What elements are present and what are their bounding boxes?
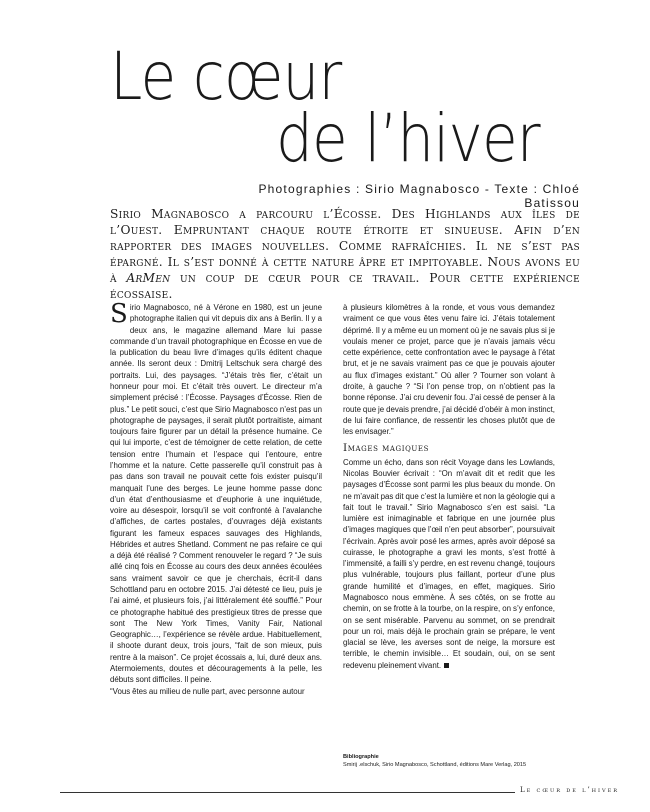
bibliography — [343, 754, 583, 769]
article-column-left — [110, 299, 322, 697]
article-paragraph — [110, 299, 322, 686]
article-paragraph — [343, 457, 555, 671]
bibliography-text: Smirij .elschuk, Sirio Magnabosco, Schottland, éditions Mare Verlag, 2015 — [343, 761, 527, 768]
lead-text-after: un coup de cœur pour ce travail. Pour cette expérience écossaise. — [110, 271, 580, 302]
section-subheading: Images magiques — [343, 442, 430, 455]
footer-rule — [60, 792, 515, 793]
running-footer: Le cœur de l’hiver — [520, 786, 620, 794]
article-paragraph: “Vous êtes au milieu de nulle part, avec personne autour — [110, 686, 305, 696]
lead-paragraph — [110, 206, 580, 303]
drop-cap: S — [110, 299, 128, 329]
title-line-2: de l’hiver — [276, 100, 540, 177]
article-text: Comme un écho, dans son récit Voyage dans les Lowlands, Nicolas Bouvier écrivait : “On m’avait dit et redit que les paysages d’Écosse sont parmi les plus beaux du monde. On ne m’avait pas dit que c’est la lumière et non la géologie qui a fait tout le travail.” Sirio Magnabosco s’en est saisi. “La lumière est inimaginable et fabrique en une journée plus d’images magiques que l’œil n’en peut absorber”, poursuivait l’écrivain. Après avoir posé les armes, après avoir déposé sa cuirasse, le photographe a gravi les monts, s’est frotté à l’immensité, a failli s’y perdre, en est revenu changé, toujours plus vulnérable, toujours plus faillant, porteur d’une plus grande humilité et d’images, en effet, magiques. Sirio Magnabosco nous emmène. À ses côtés, on se frotte au chemin, on se frotte à la tourbe, on la respire, on s’y enfonce, on se sent misérable. Parvenu au sommet, on se prendrait pour un roi, mais déjà le prochain grain se prépare, le vent glacial se lève, les averses sont de neige, la morsure est terrible, le chemin invisible… Et soudain, oui, on se sent redevenu pleinement vivant. — [343, 457, 555, 670]
lead-magazine-name: ArMen — [126, 271, 171, 286]
end-mark-icon — [444, 663, 449, 668]
title-line-1: Le cœur — [110, 38, 342, 115]
lead-text-before: Sirio Magnabosco a parcouru l’Écosse. Des Highlands aux îles de l’Ouest. Empruntant chaque route étroite et sinueuse. Afin d’en rapporter des images nouvelles. Comme rafraîchies. Il ne s’est pas épargné. Il s’est donné à cette nature âpre et impitoyable. Nous avons eu à — [110, 207, 580, 286]
article-text: irio Magnabosco, né à Vérone en 1980, est un jeune photographe italien qui vit depuis dix ans à Berlin. Il y a deux ans, le magazine allemand Mare lui passe commande d’un travail photographique en Écosse en vue de la publication du beau livre d’images qu’ils éditent chaque année. Ils seront deux : Dmitrij Leltschuk sera chargé des portraits. Lui, des paysages. “J’étais très fier, c’était un honneur pour moi. Et c’était très ouvert. Le directeur m’a simplement précisé : l’Écosse. Paysages d’Écosse. Rien de plus.” Le petit souci, c’est que Sirio Magnabosco n’est pas un photographe de paysages, il serait plutôt portraitiste, aimant toujours faire figurer par un détail la présence humaine. Ce qui lui importe, c’est de témoigner de cette relation, de cette tension entre l’humain et l’espace qui l’entoure, entre l’homme et la nature. Cette passerelle qu’il construit pas à pas dans son travail ne pouvait cette fois exister puisqu’il manquait l’une des berges. Le jeune homme passe donc d’un état d’enthousiasme et d’euphorie à une inquiétude, voire au désespoir, lorsqu’il se voit confronté à l’avalanche d’affiches, de cartes postales, d’ouvrages déjà existants figurant les fameux espaces sauvages des Highlands, Hébrides et autres Shetland. Comment ne pas refaire ce qui a déjà été réalisé ? Comment renouveler le regard ? “Je suis allé cinq fois en Écosse au cours des deux années écoulées sans vraiment savoir ce que je cherchais, écrit-il dans Schottland paru en octobre 2015. J’ai détesté ce lieu, puis je l’ai aimé, et plusieurs fois, j’ai littéralement été soufflé.” Pour ce photographe habitué des prestigieux titres de presse que sont The New York Times, Vanity Fair, National Geographic…, l’expérience se révèle ardue. Habituellement, il shoote durant deux, trois jours, “fait de son mieux, puis rentre à la maison”. Ce projet écossais a, lui, duré deux ans. Atermoiements, doutes et découragements à la pelle, les débuts sont difficiles. Il peine. — [110, 303, 322, 685]
article-paragraph: à plusieurs kilomètres à la ronde, et vous vous demandez vraiment ce que vous êtes venu faire ici. J’étais totalement déprimé. Il y a même eu un moment où je ne savais plus si je voulais mener ce projet, parce que je n’avais jamais vécu cette expérience, cette confrontation avec le paysage à l’état brut, et je ne savais vraiment pas ce que je pouvais ajouter au flux d’images existant.” Où aller ? Tourner son volant à droite, à gauche ? “Si l’on pense trop, on n’obtient pas la bonne réponse. J’ai cru devenir fou. J’ai cessé de penser à la route que je devais prendre, j’ai décidé d’obéir à mon instinct, de lui faire confiance, de ressentir les choses plutôt que de les envisager.” — [343, 303, 555, 437]
credits-line: Photographies : Sirio Magnabosco - Texte : Chloé Batissou — [258, 182, 580, 210]
article-column-right — [343, 302, 555, 671]
bibliography-label: Bibliographie — [343, 754, 379, 760]
